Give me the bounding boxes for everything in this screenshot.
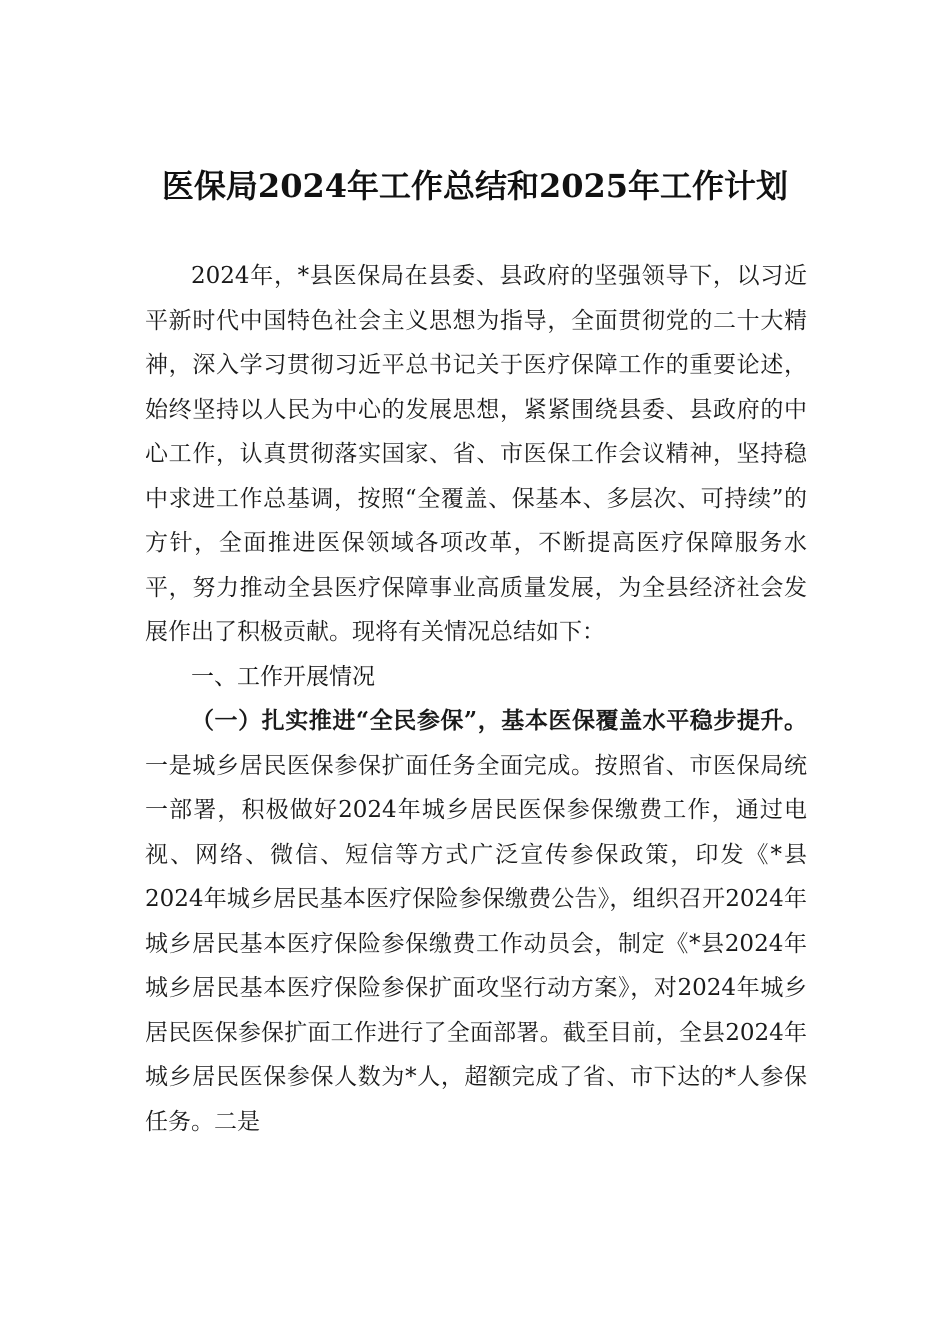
subsection-paragraph <box>145 699 807 1144</box>
document-title: 医保局2024年工作总结和2025年工作计划 <box>161 167 789 205</box>
subsection-title: （一）扎实推进“全民参保”，基本医保覆盖水平稳步提升。 <box>191 707 807 734</box>
section-heading-work-progress: 一、工作开展情况 <box>191 663 375 690</box>
intro-paragraph: 2024年，*县医保局在县委、县政府的坚强领导下，以习近平新时代中国特色社会主义思想为指导，全面贯彻党的二十大精神，深入学习贯彻习近平总书记关于医疗保障工作的重要论述，始终坚持以人民为中心的发展思想，紧紧围绕县委、县政府的中心工作，认真贯彻落实国家、省、市医保工作会议精神，坚持稳中求进工作总基调，按照“全覆盖、保基本、多层次、可持续”的方针，全面推进医保领域各项改革，不断提高医疗保障服务水平，努力推动全县医疗保障事业高质量发展，为全县经济社会发展作出了积极贡献。现将有关情况总结如下： <box>145 263 807 645</box>
subsection-body: 一是城乡居民医保参保扩面任务全面完成。按照省、市医保局统一部署，积极做好2024年城乡居民医保参保缴费工作，通过电视、网络、微信、短信等方式广泛宣传参保政策，印发《*县2024年城乡居民基本医疗保险参保缴费公告》，组织召开2024年城乡居民基本医疗保险参保缴费工作动员会，制定《*县2024年城乡居民基本医疗保险参保扩面攻坚行动方案》，对2024年城乡居民医保参保扩面工作进行了全面部署。截至目前，全县2024年城乡居民医保参保人数为*人，超额完成了省、市下达的*人参保任务。二是 <box>145 752 807 1135</box>
document-body <box>145 254 807 1144</box>
